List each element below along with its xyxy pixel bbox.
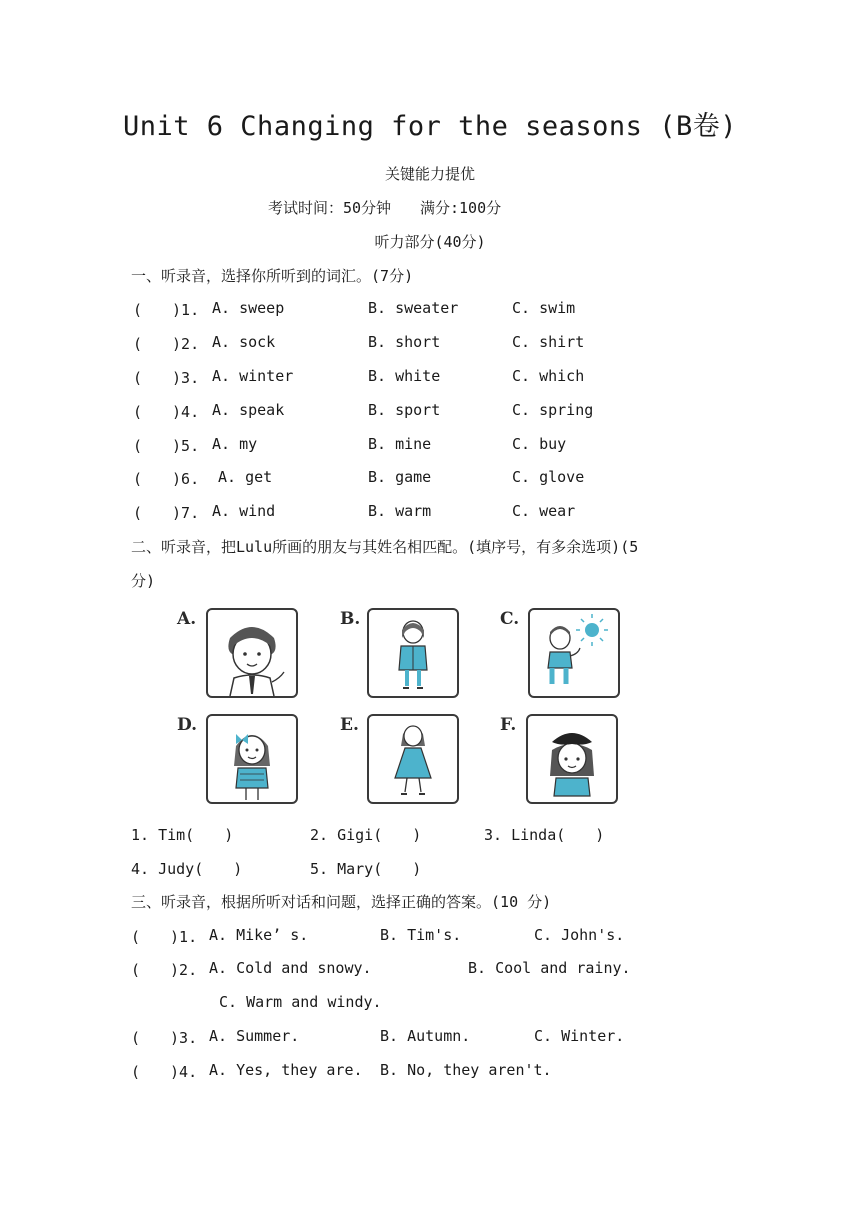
question-number: ( )6. <box>133 470 200 488</box>
name-match-linda: 3. Linda( ) <box>484 826 605 844</box>
option-c: C. John's. <box>534 926 625 944</box>
boy-with-tie-icon <box>206 608 298 698</box>
girl-in-coat-icon <box>367 608 459 698</box>
option-b: B. sweater <box>368 299 459 317</box>
option-b: B. No, they aren't. <box>380 1061 552 1079</box>
section2-heading-continued: 分) <box>131 572 156 590</box>
exam-score: 满分:100分 <box>420 199 502 217</box>
question-number: ( )1. <box>131 928 198 946</box>
picture-label: C. <box>500 609 520 629</box>
option-b: B. Autumn. <box>380 1027 471 1045</box>
exam-time: 考试时间：50分钟 <box>268 199 392 217</box>
girl-in-dress-icon <box>367 714 459 804</box>
question-number: ( )1. <box>133 301 200 319</box>
option-b: B. game <box>368 468 432 486</box>
listening-header: 听力部分(40分) <box>374 233 486 251</box>
question-number: ( )5. <box>133 437 200 455</box>
option-c: C. swim <box>512 299 576 317</box>
picture-label: F. <box>500 715 517 735</box>
option-b: B. warm <box>368 502 432 520</box>
picture-label: B. <box>340 609 361 629</box>
option-a: A. get <box>218 468 273 486</box>
name-match-mary: 5. Mary( ) <box>310 860 422 878</box>
option-a: A. Cold and snowy. <box>209 959 372 977</box>
question-number: ( )4. <box>131 1063 198 1081</box>
section1-heading: 一、听录音，选择你所听到的词汇。(7分) <box>131 267 414 285</box>
option-c: C. shirt <box>512 333 585 351</box>
option-b: B. sport <box>368 401 441 419</box>
option-a: A. my <box>212 435 258 453</box>
option-b: B. white <box>368 367 441 385</box>
option-a: A. Yes, they are. <box>209 1061 363 1079</box>
question-number: ( )3. <box>131 1029 198 1047</box>
question-number: ( )7. <box>133 504 200 522</box>
option-c: C. Winter. <box>534 1027 625 1045</box>
boy-with-sun-icon <box>528 608 620 698</box>
name-match-tim: 1. Tim( ) <box>131 826 234 844</box>
subtitle: 关键能力提优 <box>384 165 475 183</box>
option-a: A. speak <box>212 401 285 419</box>
page-title: Unit 6 Changing for the seasons (B卷) <box>123 111 737 142</box>
option-b: B. short <box>368 333 441 351</box>
option-c: C. wear <box>512 502 576 520</box>
question-number: ( )2. <box>133 335 200 353</box>
name-match-judy: 4. Judy( ) <box>131 860 243 878</box>
option-c: C. Warm and windy. <box>219 993 382 1011</box>
picture-label: E. <box>340 715 359 735</box>
option-b: B. Cool and rainy. <box>468 959 631 977</box>
option-c: C. spring <box>512 401 594 419</box>
option-a: A. sock <box>212 333 276 351</box>
option-c: C. buy <box>512 435 567 453</box>
option-a: A. sweep <box>212 299 285 317</box>
name-match-gigi: 2. Gigi( ) <box>310 826 422 844</box>
option-c: C. glove <box>512 468 585 486</box>
option-b: B. Tim's. <box>380 926 462 944</box>
girl-with-bow-icon <box>206 714 298 804</box>
section3-heading: 三、听录音，根据所听对话和问题，选择正确的答案。(10 分) <box>131 893 552 911</box>
section2-heading: 二、听录音，把Lulu所画的朋友与其姓名相匹配。(填序号，有多余选项)(5 <box>131 538 639 556</box>
picture-label: A. <box>177 609 197 629</box>
picture-label: D. <box>177 715 198 735</box>
question-number: ( )2. <box>131 961 198 979</box>
question-number: ( )3. <box>133 369 200 387</box>
option-a: A. wind <box>212 502 276 520</box>
option-b: B. mine <box>368 435 432 453</box>
question-number: ( )4. <box>133 403 200 421</box>
option-a: A. Mike’ s. <box>209 926 309 944</box>
girl-with-hat-icon <box>526 714 618 804</box>
option-a: A. Summer. <box>209 1027 300 1045</box>
option-a: A. winter <box>212 367 294 385</box>
option-c: C. which <box>512 367 585 385</box>
